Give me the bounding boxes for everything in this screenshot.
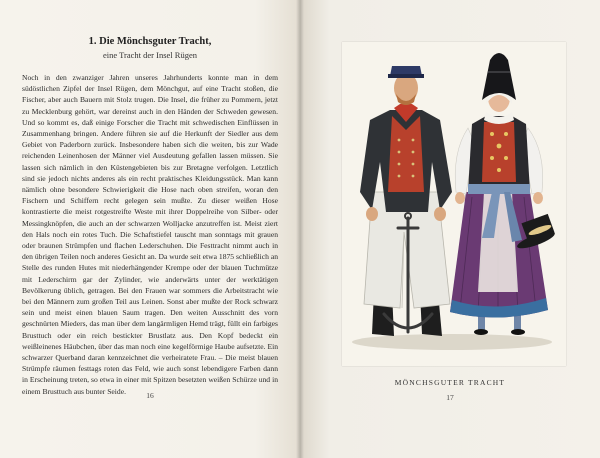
- chapter-subtitle: eine Tracht der Insel Rügen: [103, 50, 197, 60]
- costume-illustration: [342, 42, 566, 366]
- man-figure: [360, 66, 452, 336]
- woman-figure: [450, 53, 557, 335]
- chapter-title: 1. Die Mönchsguter Tracht,: [88, 36, 212, 47]
- body-text: Noch in den zwanziger Jahren unseres Jahrhunderts konnte man in dem südöstlichen Zipfel der Insel Rügen, dem Mönchgut, auf eine Tracht stoßen, die Fischer, aber auch Bauern mit Stolz trugen. Die Insel, die früher zu Pommern, jetzt zu Mecklenburg gehört, war dereinst auch in den Händen der Schweden gewesen. Und so kommt es, daß einige Forscher die Tracht mit schwedischen Einflüssen in Zusammenhang bringen. Andere führen sie auf die Herkunft der Siedler aus dem Gebiet von Paderborn zurück. Insbesondere haben sich die weiten, bis zur Wade reichenden Leinenhosen der Männer viel Ausdeutung gefallen lassen müssen. Sie lassen sich nämlich in den Küstengebieten bis zur Bretagne verfolgen. Letztlich sind sie jedoch nichts anderes als ein recht praktisches Kleidungsstück. Man kann nämlich ohne besondere Schwierigkeit die Hose nach oben streifen, woran den Fischern und Schiffern recht gelegen sein mußte. Zu dieser weißen Hose kontrastierte die meist rotgestreifte Weste mit ihrer Doppelreihe von Silber- oder Messingknöpfen, die auch an der schwarzen Wolljacke anzutreffen ist. Meist ziert den Hals noch ein rotes Tuch. Die Schaftstiefel tauscht man sonntags mit grauen oder braunen Strümpfen und flachen Lederschuhen. Die Festtracht nimmt auch in den übrigen Teilen noch anderes Gesicht an. Da wurde seit etwa 1875 schließlich an Stelle des runden Hutes mit niederhängender Krempe oder der blauen Tuchmütze mit Lederschirm gar der Zylinder, wie anderwärts unter der werktätigen Bevölkerung üblich, getragen. Bei den Frauen war sommers die Arbeitstracht wie bei den Männern zum großen Teil aus Leinen. Sonst aber mußte der Rock schwarz sein und meist einen blauen Saum tragen. Den weiten Ausschnitt des vorn geschnürten Mieders, das man über dem langärmligen Hemd trägt, füllt ein farbiges Brusttuch oder ein reich bestickter Brustlatz aus. Den Kopf bedeckt ein weißleinenes Häubchen, über das man noch eine kegelförmige Haube aufsetzte. Ein schwarzer Querband daran kennzeichnet die verheiratete Frau. – Die meist blauen Strümpfe räumen festtags roten das Feld, wie auch sonst lebendigere Farben dann in Erscheinung treten, so etwa in einer mit Spitzen besetzten weißen Schürze und in einem Brusttuch aus bunter Seide.: [22, 73, 278, 396]
- costume-figures: [342, 42, 566, 366]
- illustration-caption: MÖNCHSGUTER TRACHT: [394, 378, 506, 387]
- book-gutter: [296, 0, 304, 458]
- right-page: [300, 0, 600, 458]
- page-number-left: 16: [146, 391, 154, 400]
- ground-shadow: [352, 334, 552, 350]
- page-number-right: 17: [446, 393, 454, 402]
